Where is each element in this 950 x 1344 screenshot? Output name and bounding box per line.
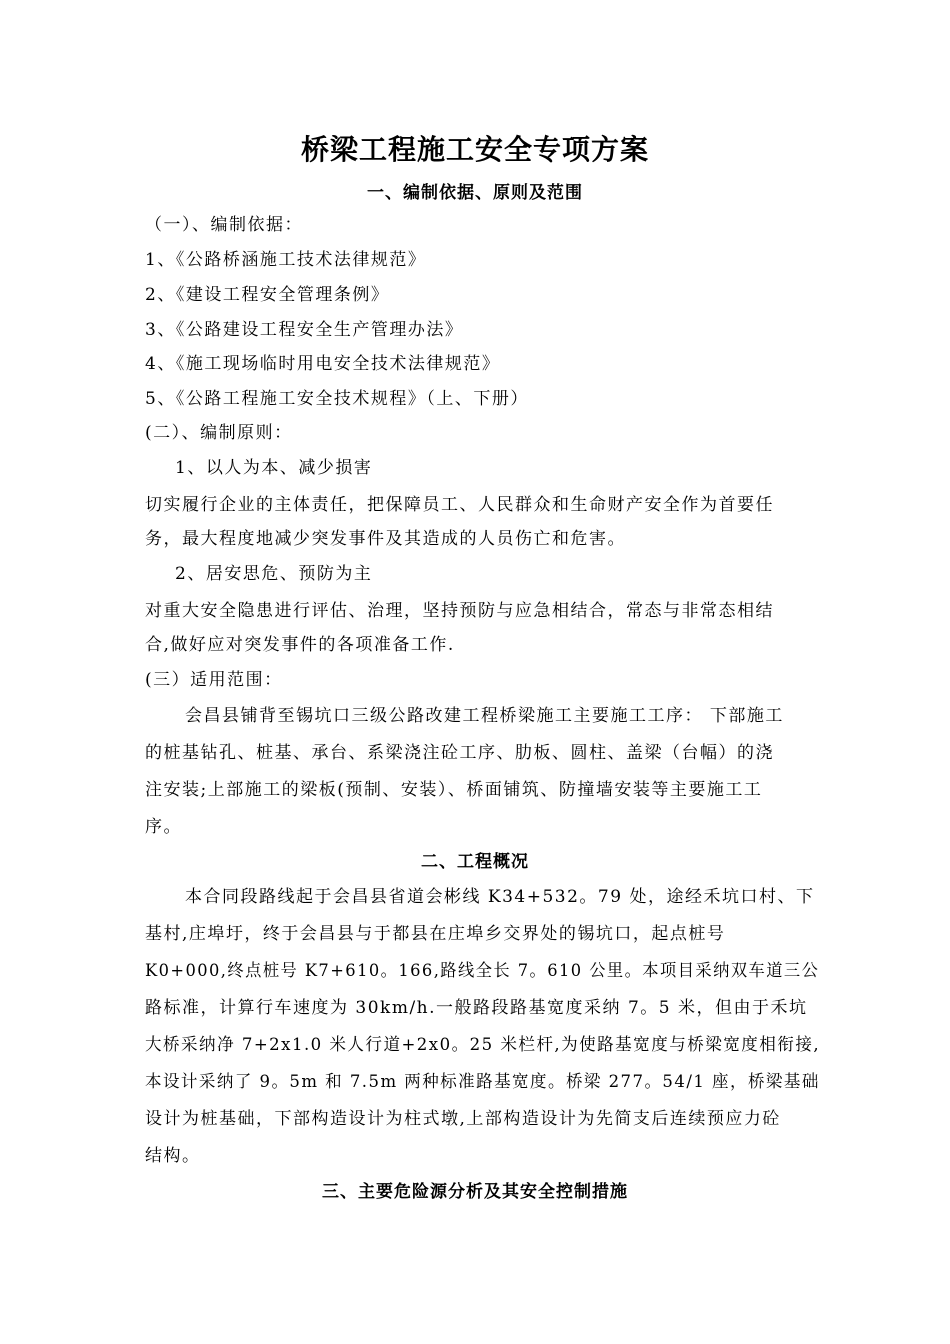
basis-item: 4、《施工现场临时用电安全技术法律规范》 [145,354,501,374]
overview-line: 结构。 [145,1146,201,1166]
basis-item: 3、《公路建设工程安全生产管理办法》 [145,320,464,340]
overview-line: 本设计采纳了 9。5m 和 7.5m 两种标准路基宽度。桥梁 277。54/1 座，桥梁基础 [145,1072,820,1092]
section-heading-2: 二、工程概况 [421,852,529,872]
basis-item: 5、《公路工程施工安全技术规程》（上、下册） [145,389,529,409]
principle-2-line: 合,做好应对突发事件的各项准备工作. [145,635,455,655]
overview-line: 大桥采纳净 7+2x1.0 米人行道+2x0。25 米栏杆,为使路基宽度与桥梁宽度相衔接, [145,1035,821,1055]
scope-heading: (三）适用范围： [145,670,283,690]
document-title: 桥梁工程施工安全专项方案 [300,133,649,166]
principle-2-title: 2、居安思危、预防为主 [175,564,373,584]
principle-1-title: 1、以人为本、减少损害 [175,458,373,478]
scope-line: 的桩基钻孔、桩基、承台、系梁浇注砼工序、肋板、圆柱、盖梁（台幅）的浇 [145,743,774,763]
overview-line: K0+000,终点桩号 K7+610。166,路线全长 7。610 公里。本项目采纳双车道三公 [145,961,820,981]
overview-line: 设计为桩基础，下部构造设计为柱式墩,上部构造设计为先简支后连续预应力砼 [145,1109,781,1129]
basis-item: 2、《建设工程安全管理条例》 [145,285,390,305]
basis-heading: （一）、编制依据： [145,215,303,235]
section-heading-1: 一、编制依据、原则及范围 [367,183,583,203]
principle-1-line: 切实履行企业的主体责任，把保障员工、人民群众和生命财产安全作为首要任 [145,495,774,515]
basis-item: 1、《公路桥涵施工技术法律规范》 [145,250,427,270]
scope-line: 会昌县铺背至锡坑口三级公路改建工程桥梁施工主要施工工序： 下部施工 [185,706,784,726]
scope-line: 注安装;上部施工的梁板(预制、安装）、桥面铺筑、防撞墙安装等主要施工工 [145,780,763,800]
overview-line: 基村,庄埠圩，终于会昌县与于都县在庄埠乡交界处的锡坑口，起点桩号 [145,924,726,944]
scope-line: 序。 [145,817,182,837]
section-heading-3: 三、主要危险源分析及其安全控制措施 [322,1182,628,1202]
principle-2-line: 对重大安全隐患进行评估、治理，坚持预防与应急相结合，常态与非常态相结 [145,601,774,621]
overview-line: 路标准，计算行车速度为 30km/h.一般路段路基宽度采纳 7。5 米，但由于禾坑 [145,998,808,1018]
principle-1-line: 务，最大程度地减少突发事件及其造成的人员伤亡和危害。 [145,529,626,549]
overview-line: 本合同段路线起于会昌县省道会彬线 K34+532。79 处，途经禾坑口村、下 [185,887,815,907]
principle-heading: (二）、编制原则： [145,423,293,443]
